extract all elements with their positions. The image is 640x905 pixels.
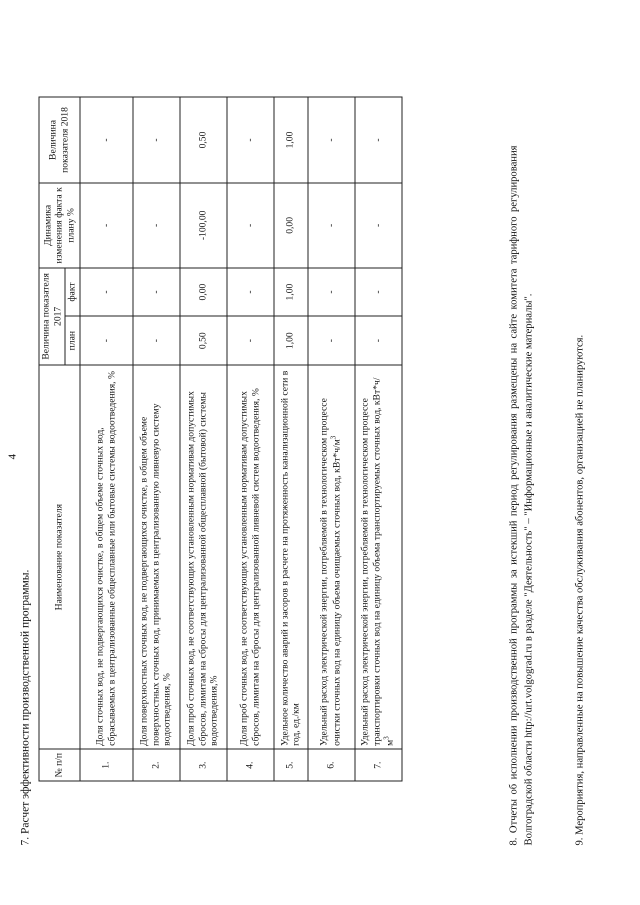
row-unit-exponent: 3 (382, 735, 391, 740)
efficiency-table (38, 96, 402, 781)
row-name: Доля поверхностных сточных вод, не подвергающихся очистке, в общем объеме поверхностных сточных вод, принимаемых в централизованную ливневую систему водоотведения, % (132, 364, 179, 748)
row-dynamics: 0,00 (273, 182, 307, 267)
row-dynamics: - (307, 182, 354, 267)
row-unit: кВт*ч/м (331, 438, 343, 473)
row-plan: 1,00 (273, 316, 307, 365)
row-plan: 0,50 (179, 316, 226, 365)
row-fact: 0,00 (179, 267, 226, 316)
row-plan: - (132, 316, 179, 365)
paragraph-9: 9. Мероприятия, направленные на повышение качества обслуживания абонентов, организацией не планируются. (574, 334, 585, 845)
table-row (79, 97, 132, 781)
header-name: Наименование показателя (39, 364, 80, 748)
row-name-text: Удельный расход электрической энергии, потребляемой в технологическом процессе транспортировки сточных вод на единицу объема транспортируемых сточных вод, (359, 397, 382, 746)
header-value-2017: Величина показателя 2017 (39, 267, 65, 364)
row-value-2018: - (226, 97, 273, 183)
row-fact: - (307, 267, 354, 316)
header-fact: факт (65, 267, 80, 316)
section-heading: 7. Расчет эффективности производственной программы. (19, 569, 31, 845)
row-dynamics: -100,00 (179, 182, 226, 267)
header-plan: план (65, 316, 80, 365)
row-fact: - (79, 267, 132, 316)
row-unit: кВт*ч/м (370, 377, 396, 746)
row-name: Доля сточных вод, не подвергающихся очистке, в общем объеме сточных вод, сбрасываемых в централизованные общесплавные или бытовые системы водоотведения, % (79, 364, 132, 748)
row-dynamics: - (226, 182, 273, 267)
row-unit-exponent: 3 (329, 435, 338, 439)
row-plan: - (354, 316, 401, 365)
row-name (307, 364, 354, 748)
row-plan: - (79, 316, 132, 365)
row-num: 1. (79, 749, 132, 781)
row-name: Доля проб сточных вод, не соответствующих установленным нормативам допустимых сбросов, лимитам на сбросы для централизованной ливневой систем водоотведения, % (226, 364, 273, 748)
row-num: 4. (226, 749, 273, 781)
row-name: Удельное количество аварий и засоров в расчете на протяженность канализационной сети в год, ед./км (273, 364, 307, 748)
row-fact: - (354, 267, 401, 316)
row-num: 2. (132, 749, 179, 781)
row-dynamics: - (132, 182, 179, 267)
row-plan: - (226, 316, 273, 365)
row-fact: - (226, 267, 273, 316)
header-value-2018: Величина показателя 2018 (39, 97, 80, 183)
paragraph-8: 8. Отчеты об исполнении производственной программы за истекший период регулирования размещены на сайте комитета тарифного регулирования Волгоградской области http://urt.volgograd.ru в разделе "Деятельность" – "Информационные и аналитические материалы". (508, 145, 535, 845)
row-name (354, 364, 401, 748)
row-value-2018: 0,50 (179, 97, 226, 183)
row-value-2018: - (132, 97, 179, 183)
row-value-2018: - (79, 97, 132, 183)
table-row (354, 97, 401, 781)
row-value-2018: - (307, 97, 354, 183)
row-value-2018: 1,00 (273, 97, 307, 183)
table-row (273, 97, 307, 781)
table-header-row (39, 97, 65, 781)
row-name-text: Удельный расход электрической энергии, потребляемой в технологическом процессе очистки сточных вод на единицу объема очищаемых сточных вод, (317, 397, 343, 746)
row-name: Доля проб сточных вод, не соответствующих установленным нормативам допустимых сбросов, лимитам на сбросы для централизованной общесплавной (бытовой) системы водоотведения,% (179, 364, 226, 748)
row-num: 5. (273, 749, 307, 781)
header-dynamics: Динамика изменения факта к плану % (39, 182, 80, 267)
table-row (307, 97, 354, 781)
table-row (226, 97, 273, 781)
row-num: 6. (307, 749, 354, 781)
row-fact: - (132, 267, 179, 316)
row-dynamics: - (354, 182, 401, 267)
row-dynamics: - (79, 182, 132, 267)
row-value-2018: - (354, 97, 401, 183)
row-fact: 1,00 (273, 267, 307, 316)
row-plan: - (307, 316, 354, 365)
table-row (132, 97, 179, 781)
page-number: 4 (6, 453, 18, 459)
header-num: № п/п (39, 749, 80, 781)
row-num: 7. (354, 749, 401, 781)
table-row (179, 97, 226, 781)
row-num: 3. (179, 749, 226, 781)
